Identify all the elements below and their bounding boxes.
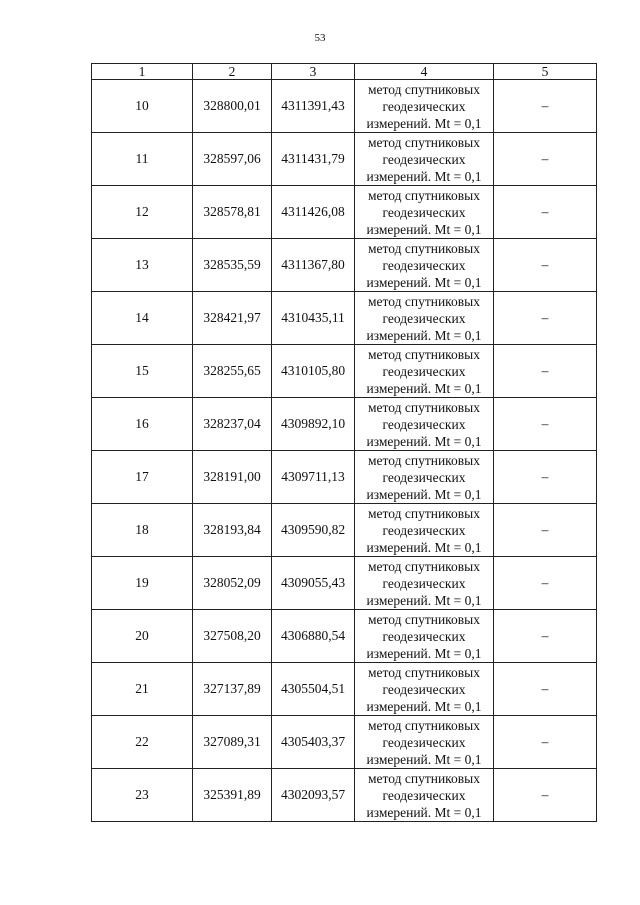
method-line: измерений. Mt = 0,1 — [366, 645, 482, 661]
description-cell: – — [494, 133, 597, 186]
header-cell-3: 3 — [272, 64, 355, 80]
method-line: измерений. Mt = 0,1 — [366, 327, 482, 343]
description-cell: – — [494, 186, 597, 239]
method-cell — [355, 769, 494, 822]
x-coordinate-cell: 327089,31 — [193, 716, 272, 769]
point-number-cell: 10 — [92, 80, 193, 133]
method-cell — [355, 133, 494, 186]
y-coordinate-cell: 4305403,37 — [272, 716, 355, 769]
table-body — [92, 80, 597, 822]
method-cell — [355, 80, 494, 133]
table-row — [92, 610, 597, 663]
method-line: метод спутниковых — [368, 770, 480, 786]
x-coordinate-cell: 328052,09 — [193, 557, 272, 610]
description-cell: – — [494, 716, 597, 769]
method-line: геодезических — [382, 628, 466, 644]
y-coordinate-cell: 4311391,43 — [272, 80, 355, 133]
method-line: метод спутниковых — [368, 452, 480, 468]
table-row — [92, 80, 597, 133]
point-number-cell: 13 — [92, 239, 193, 292]
method-line: геодезических — [382, 469, 466, 485]
method-line: геодезических — [382, 681, 466, 697]
header-cell-4: 4 — [355, 64, 494, 80]
method-line: измерений. Mt = 0,1 — [366, 751, 482, 767]
x-coordinate-cell: 328800,01 — [193, 80, 272, 133]
x-coordinate-cell: 328193,84 — [193, 504, 272, 557]
x-coordinate-cell: 328191,00 — [193, 451, 272, 504]
method-line: геодезических — [382, 522, 466, 538]
y-coordinate-cell: 4309711,13 — [272, 451, 355, 504]
header-cell-2: 2 — [193, 64, 272, 80]
method-line: измерений. Mt = 0,1 — [366, 433, 482, 449]
method-cell — [355, 345, 494, 398]
table-row — [92, 663, 597, 716]
method-line: геодезических — [382, 575, 466, 591]
method-line: геодезических — [382, 204, 466, 220]
method-line: геодезических — [382, 257, 466, 273]
table-row — [92, 557, 597, 610]
method-line: геодезических — [382, 416, 466, 432]
method-cell — [355, 716, 494, 769]
description-cell: – — [494, 345, 597, 398]
method-line: измерений. Mt = 0,1 — [366, 804, 482, 820]
y-coordinate-cell: 4305504,51 — [272, 663, 355, 716]
y-coordinate-cell: 4311426,08 — [272, 186, 355, 239]
method-line: геодезических — [382, 363, 466, 379]
method-cell — [355, 451, 494, 504]
table-row — [92, 769, 597, 822]
table-row — [92, 239, 597, 292]
method-cell — [355, 504, 494, 557]
description-cell: – — [494, 557, 597, 610]
table-row — [92, 451, 597, 504]
method-line: геодезических — [382, 310, 466, 326]
y-coordinate-cell: 4310435,11 — [272, 292, 355, 345]
description-cell: – — [494, 292, 597, 345]
x-coordinate-cell: 327508,20 — [193, 610, 272, 663]
page-number: 53 — [314, 32, 326, 44]
y-coordinate-cell: 4309055,43 — [272, 557, 355, 610]
description-cell: – — [494, 451, 597, 504]
point-number-cell: 23 — [92, 769, 193, 822]
method-line: измерений. Mt = 0,1 — [366, 592, 482, 608]
method-line: метод спутниковых — [368, 399, 480, 415]
point-number-cell: 14 — [92, 292, 193, 345]
header-cell-1: 1 — [92, 64, 193, 80]
description-cell: – — [494, 769, 597, 822]
method-line: геодезических — [382, 734, 466, 750]
method-line: геодезических — [382, 98, 466, 114]
method-line: метод спутниковых — [368, 293, 480, 309]
method-cell — [355, 610, 494, 663]
method-line: метод спутниковых — [368, 187, 480, 203]
method-cell — [355, 557, 494, 610]
point-number-cell: 21 — [92, 663, 193, 716]
table-row — [92, 292, 597, 345]
description-cell: – — [494, 663, 597, 716]
table-row — [92, 345, 597, 398]
point-number-cell: 15 — [92, 345, 193, 398]
method-line: метод спутниковых — [368, 664, 480, 680]
x-coordinate-cell: 328597,06 — [193, 133, 272, 186]
method-line: измерений. Mt = 0,1 — [366, 168, 482, 184]
x-coordinate-cell: 328255,65 — [193, 345, 272, 398]
x-coordinate-cell: 328237,04 — [193, 398, 272, 451]
method-cell — [355, 292, 494, 345]
y-coordinate-cell: 4309590,82 — [272, 504, 355, 557]
x-coordinate-cell: 325391,89 — [193, 769, 272, 822]
x-coordinate-cell: 328421,97 — [193, 292, 272, 345]
description-cell: – — [494, 239, 597, 292]
method-line: геодезических — [382, 151, 466, 167]
method-line: метод спутниковых — [368, 81, 480, 97]
description-cell: – — [494, 80, 597, 133]
method-cell — [355, 186, 494, 239]
point-number-cell: 18 — [92, 504, 193, 557]
description-cell: – — [494, 610, 597, 663]
point-number-cell: 17 — [92, 451, 193, 504]
coordinates-table — [91, 63, 597, 822]
header-cell-5: 5 — [494, 64, 597, 80]
table-row — [92, 716, 597, 769]
point-number-cell: 16 — [92, 398, 193, 451]
y-coordinate-cell: 4309892,10 — [272, 398, 355, 451]
method-line: измерений. Mt = 0,1 — [366, 221, 482, 237]
method-line: метод спутниковых — [368, 611, 480, 627]
method-line: измерений. Mt = 0,1 — [366, 539, 482, 555]
method-line: метод спутниковых — [368, 717, 480, 733]
y-coordinate-cell: 4306880,54 — [272, 610, 355, 663]
point-number-cell: 19 — [92, 557, 193, 610]
point-number-cell: 12 — [92, 186, 193, 239]
point-number-cell: 22 — [92, 716, 193, 769]
y-coordinate-cell: 4311367,80 — [272, 239, 355, 292]
method-line: метод спутниковых — [368, 505, 480, 521]
method-line: измерений. Mt = 0,1 — [366, 698, 482, 714]
method-cell — [355, 239, 494, 292]
y-coordinate-cell: 4311431,79 — [272, 133, 355, 186]
method-line: метод спутниковых — [368, 346, 480, 362]
x-coordinate-cell: 328578,81 — [193, 186, 272, 239]
table-row — [92, 398, 597, 451]
method-line: измерений. Mt = 0,1 — [366, 274, 482, 290]
method-line: метод спутниковых — [368, 134, 480, 150]
x-coordinate-cell: 328535,59 — [193, 239, 272, 292]
method-line: геодезических — [382, 787, 466, 803]
y-coordinate-cell: 4310105,80 — [272, 345, 355, 398]
description-cell: – — [494, 398, 597, 451]
table-row — [92, 133, 597, 186]
table-row — [92, 186, 597, 239]
x-coordinate-cell: 327137,89 — [193, 663, 272, 716]
point-number-cell: 20 — [92, 610, 193, 663]
method-line: метод спутниковых — [368, 558, 480, 574]
method-cell — [355, 398, 494, 451]
method-line: метод спутниковых — [368, 240, 480, 256]
method-line: измерений. Mt = 0,1 — [366, 115, 482, 131]
header-row — [92, 64, 597, 80]
method-line: измерений. Mt = 0,1 — [366, 486, 482, 502]
description-cell: – — [494, 504, 597, 557]
method-line: измерений. Mt = 0,1 — [366, 380, 482, 396]
method-cell — [355, 663, 494, 716]
point-number-cell: 11 — [92, 133, 193, 186]
table-row — [92, 504, 597, 557]
y-coordinate-cell: 4302093,57 — [272, 769, 355, 822]
